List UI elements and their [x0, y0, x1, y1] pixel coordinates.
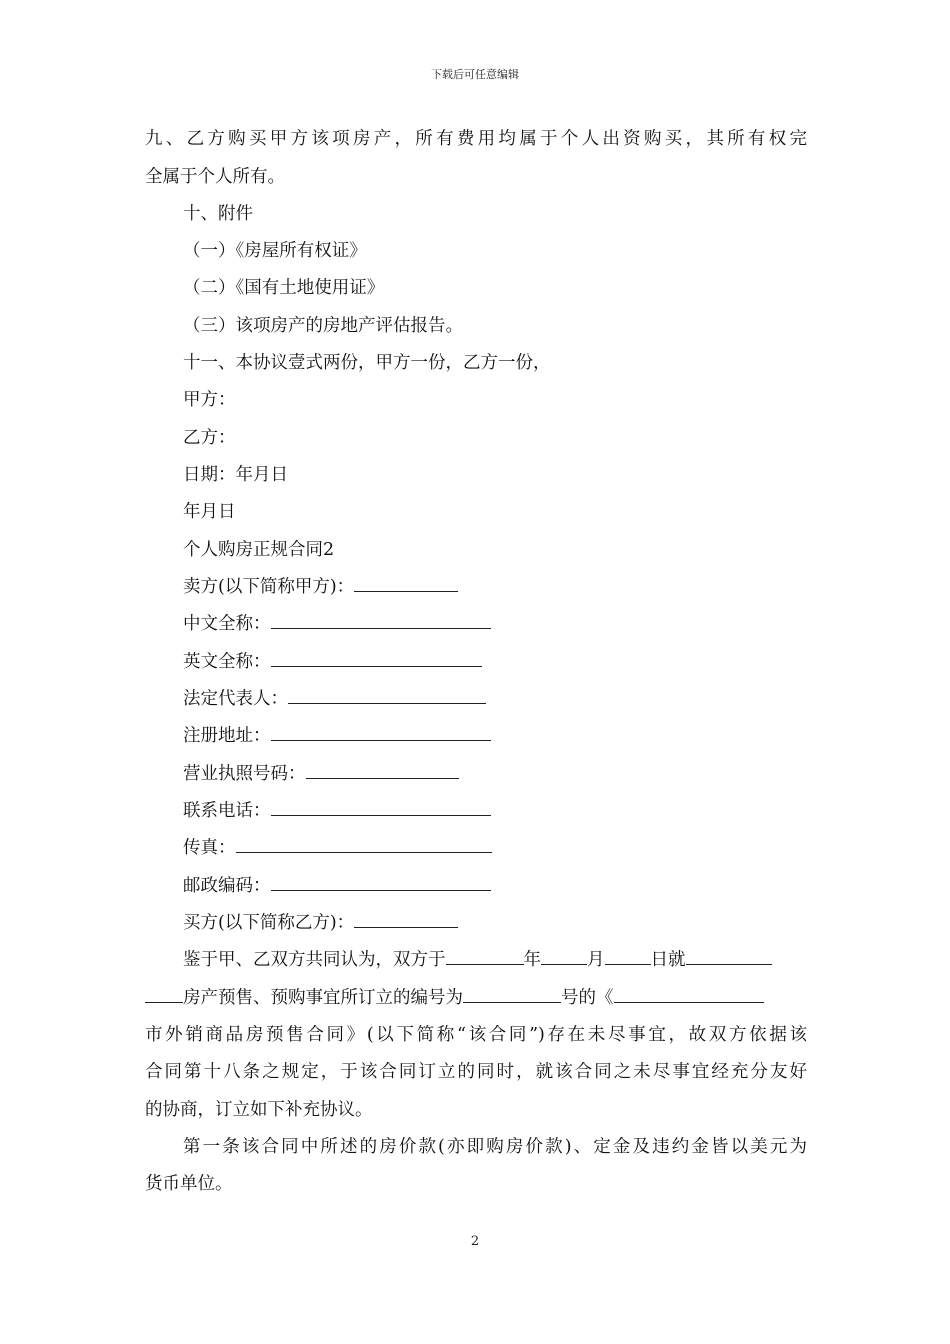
fill-blank [271, 876, 491, 891]
fill-blank [271, 801, 491, 816]
text-segment: 鉴于甲、乙双方共同认为，双方于 [183, 950, 446, 970]
field-label: 联系电话： [183, 801, 271, 821]
fill-blank [288, 689, 486, 704]
fill-blank [446, 950, 524, 965]
paragraph-line: 货币单位。 [145, 1174, 233, 1194]
fill-blank [686, 950, 772, 965]
field-label: 注册地址： [183, 726, 271, 746]
fill-blank [271, 652, 482, 667]
english-name-field [183, 651, 482, 673]
fill-blank [271, 726, 491, 741]
field-label: 买方(以下简称乙方)： [183, 913, 355, 933]
chinese-name-field [183, 613, 491, 635]
text-segment: 月 [587, 950, 605, 970]
fill-blank [463, 988, 561, 1003]
field-label: 卖方(以下简称甲方)： [183, 577, 355, 597]
fill-blank [605, 950, 651, 965]
fill-blank [354, 577, 458, 592]
text-segment: 房产预售、预购事宜所订立的编号为 [183, 988, 463, 1008]
fill-blank [614, 988, 764, 1003]
business-license-field [183, 763, 459, 785]
postal-code-field [183, 875, 491, 897]
text-segment: 号的《 [561, 988, 614, 1008]
seller-field [183, 576, 458, 598]
paragraph-line: 市外销商品房预售合同》(以下简称“该合同”)存在未尽事宜，故双方依据该 [145, 1025, 807, 1045]
paragraph-line: 九、乙方购买甲方该项房产，所有费用均属于个人出资购买，其所有权完 [145, 129, 807, 149]
paragraph-line: 合同第十八条之规定，于该合同订立的同时，就该合同之未尽事宜经充分友好 [145, 1062, 807, 1082]
text-segment: 年 [523, 950, 541, 970]
fill-blank [541, 950, 587, 965]
attachment-item: （一）《房屋所有权证》 [183, 241, 367, 261]
paragraph-line [145, 987, 764, 1009]
contract-title: 个人购房正规合同2 [183, 540, 335, 560]
signature-label: 乙方： [183, 428, 236, 448]
fax-field [183, 837, 492, 859]
fill-blank [306, 764, 459, 779]
field-label: 英文全称： [183, 652, 271, 672]
fill-blank [354, 913, 458, 928]
paragraph-line [183, 949, 772, 971]
field-label: 中文全称： [183, 614, 271, 634]
paragraph-line: 全属于个人所有。 [145, 167, 285, 187]
signature-label: 甲方： [183, 390, 236, 410]
page-number: 2 [470, 1234, 480, 1249]
field-label: 法定代表人： [183, 689, 288, 709]
field-label: 营业执照号码： [183, 764, 306, 784]
attachment-item: （二）《国有土地使用证》 [183, 278, 385, 298]
buyer-field [183, 912, 458, 934]
paragraph-line: 的协商，订立如下补充协议。 [145, 1100, 373, 1120]
date-label: 日期：年月日 [183, 465, 288, 485]
field-label: 传真： [183, 838, 236, 858]
date-label: 年月日 [183, 502, 236, 522]
text-segment: 日就 [650, 950, 686, 970]
phone-field [183, 800, 491, 822]
legal-representative-field [183, 688, 486, 710]
attachment-item: （三）该项房产的房地产评估报告。 [183, 316, 463, 336]
paragraph-line: 十一、本协议壹式两份，甲方一份，乙方一份， [183, 353, 551, 373]
paragraph-line: 第一条该合同中所述的房价款(亦即购房价款)、定金及违约金皆以美元为 [183, 1137, 807, 1157]
field-label: 邮政编码： [183, 876, 271, 896]
fill-blank [236, 838, 492, 853]
fill-blank [271, 614, 491, 629]
fill-blank [145, 988, 183, 1003]
section-heading: 十、附件 [183, 204, 253, 224]
page-header: 下载后可任意编辑 [431, 68, 519, 81]
registered-address-field [183, 725, 491, 747]
